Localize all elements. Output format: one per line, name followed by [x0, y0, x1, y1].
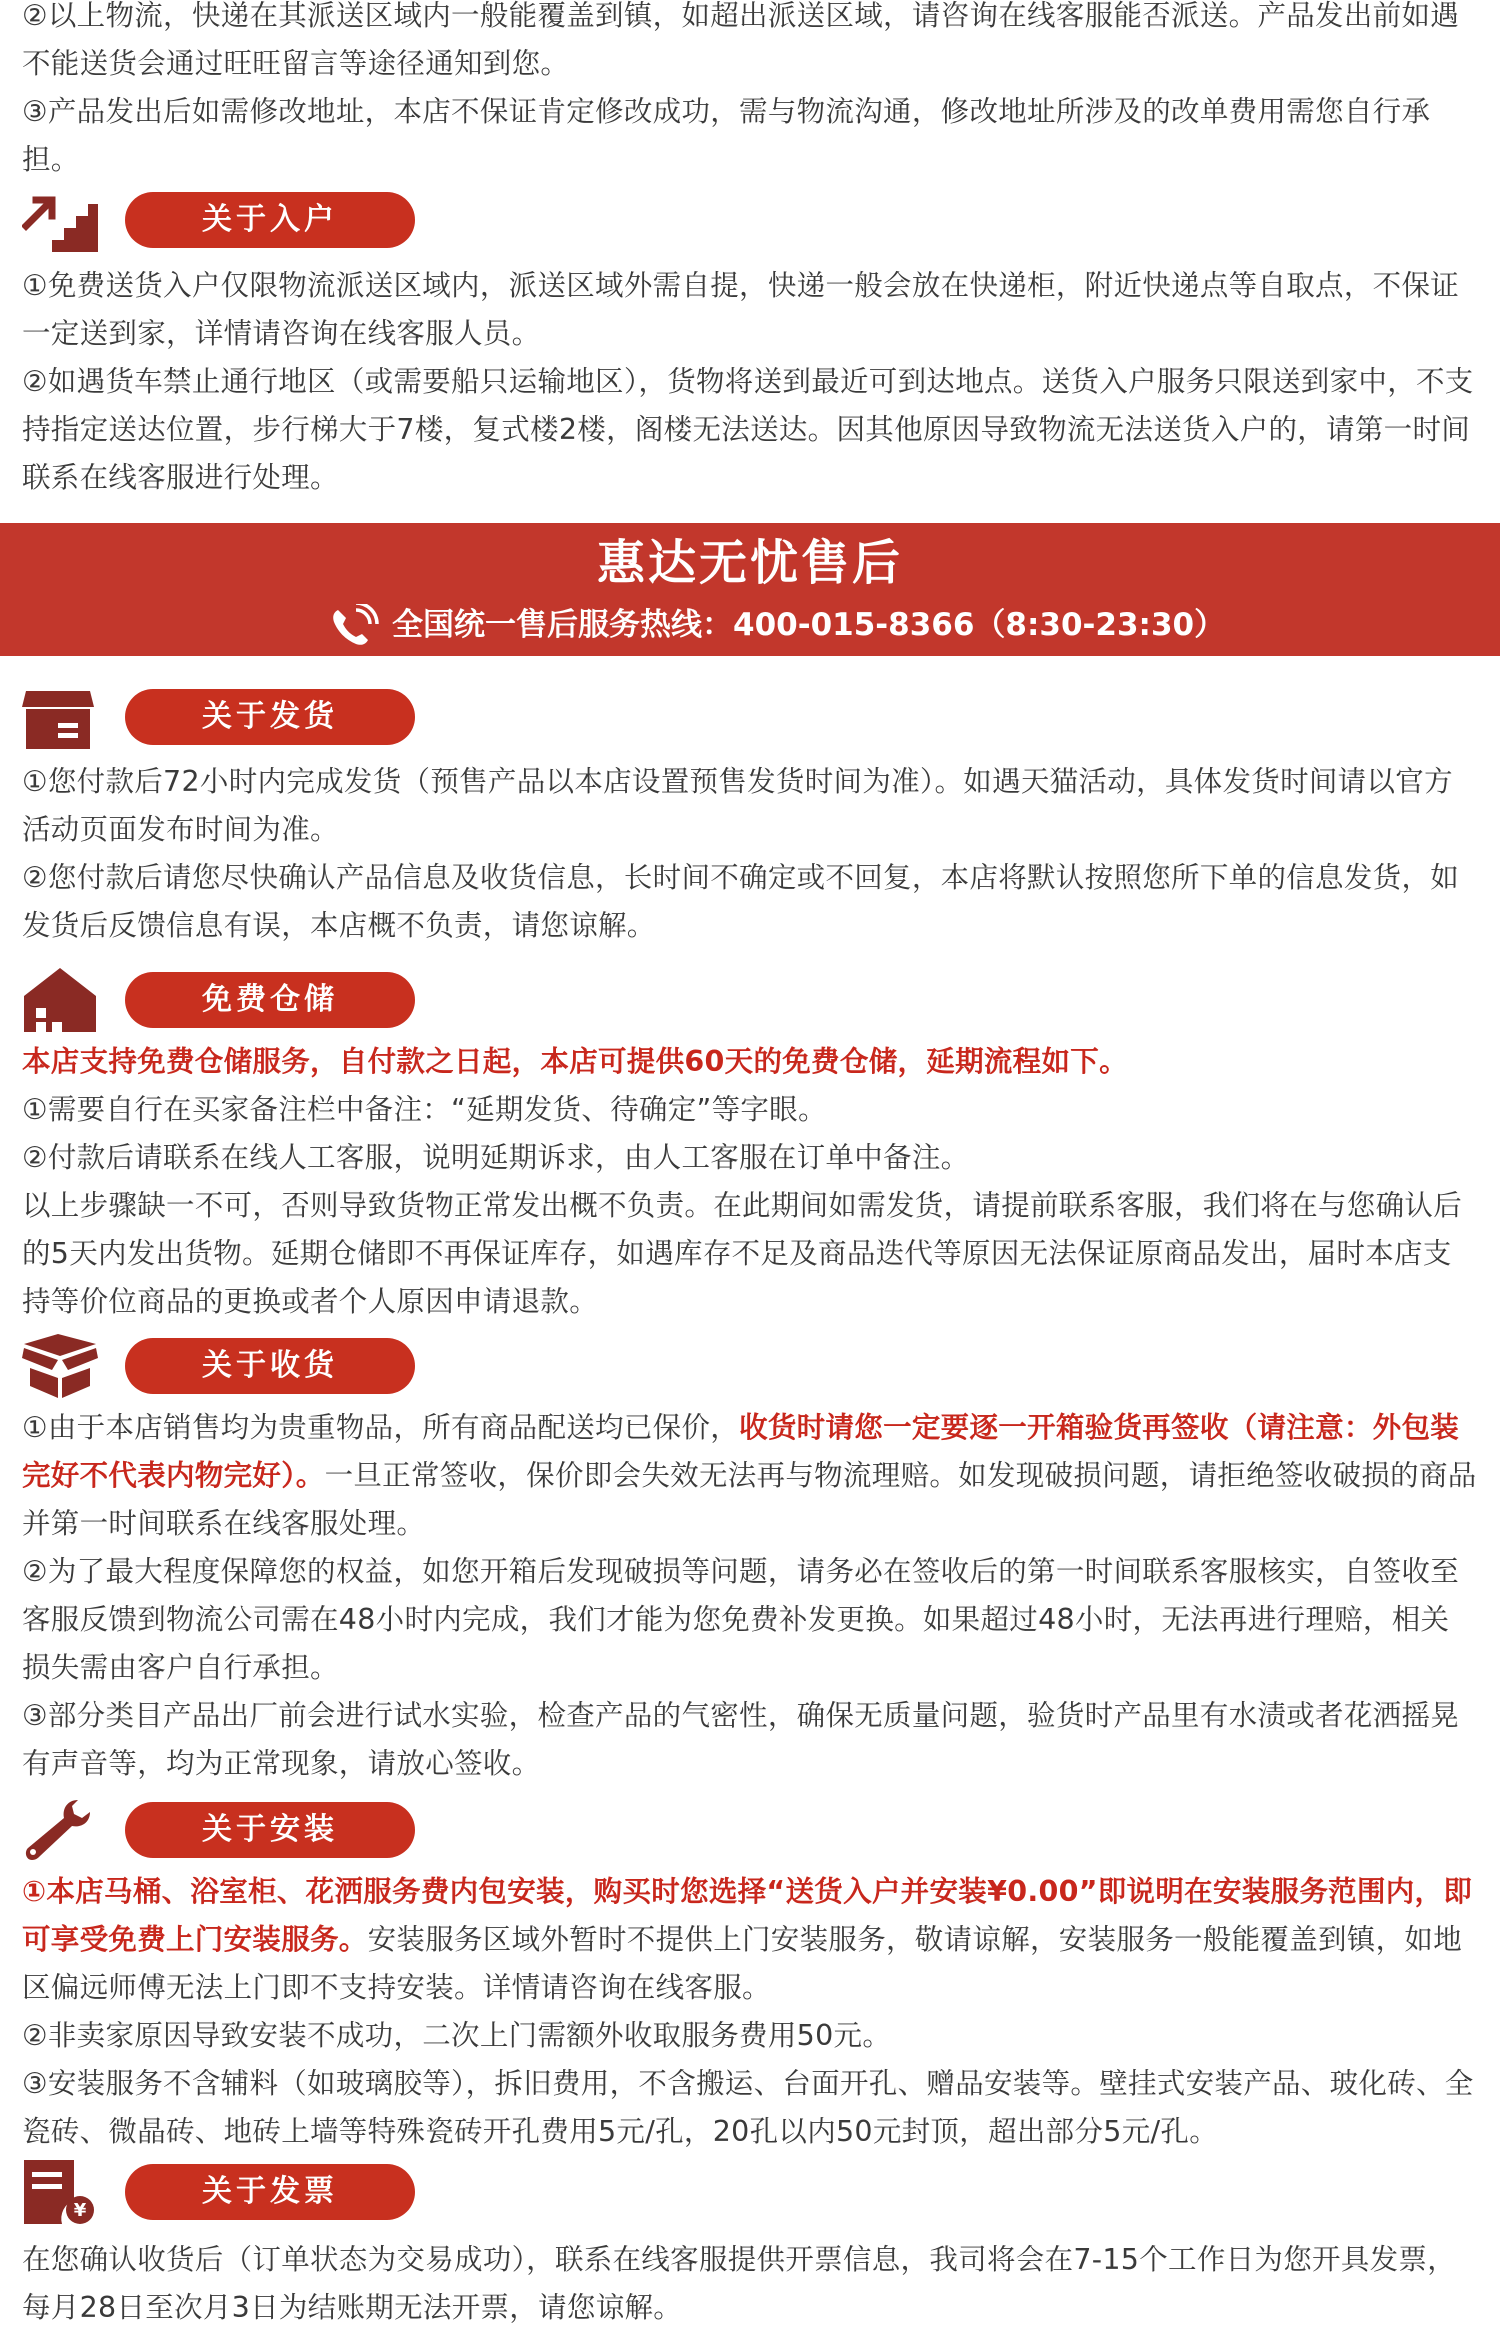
- install-note-2: ②非卖家原因导致安装不成功，二次上门需额外收取服务费用50元。: [22, 2019, 892, 2052]
- section-invoice-title: 关于发票: [125, 2164, 415, 2220]
- install-note-1: [22, 1868, 1477, 2012]
- section-install-header: [22, 1798, 442, 1862]
- open-box-icon: [22, 1334, 98, 1398]
- storage-highlight: 本店支持免费仓储服务，自付款之日起，本店可提供60天的免费仓储，延期流程如下。: [22, 1045, 1128, 1078]
- shipping-note-1: ①您付款后72小时内完成发货（预售产品以本店设置预售发货时间为准）。如遇天猫活动，具体发货时间请以官方活动页面发布时间为准。: [22, 765, 1453, 846]
- invoice-icon: [22, 2160, 98, 2224]
- receiving-note-1: [22, 1404, 1477, 1548]
- invoice-note: 在您确认收货后（订单状态为交易成功），联系在线客服提供开票信息，我司将会在7-15个工作日为您开具发票，每月28日至次月3日为结账期无法开票，请您谅解。: [22, 2243, 1457, 2324]
- hotline-text: 全国统一售后服务热线：400-015-8366（8:30-23:30）: [392, 607, 1226, 643]
- entry-note-2: ②如遇货车禁止通行地区（或需要船只运输地区），货物将送到最近可到达地点。送货入户服务只限送到家中，不支持指定送达位置，步行梯大于7楼，复式楼2楼，阁楼无法送达。因其他原因导致物流无法送货入户的，请第一时间联系在线客服进行处理。: [22, 365, 1474, 494]
- svg-text:¥: ¥: [73, 2200, 87, 2221]
- section-storage-header: [22, 968, 442, 1032]
- logistics-note-3: ③产品发出后如需修改地址，本店不保证肯定修改成功，需与物流沟通，修改地址所涉及的改单费用需您自行承担。: [22, 95, 1431, 176]
- wrench-icon: [22, 1798, 98, 1862]
- logistics-note-2: ②以上物流，快递在其派送区域内一般能覆盖到镇，如超出派送区域，请咨询在线客服能否派送。产品发出前如遇不能送货会通过旺旺留言等途径通知到您。: [22, 0, 1460, 80]
- section-entry-header: [22, 188, 442, 252]
- install-note-1-highlight: ①本店马桶、浴室柜、花洒服务费内包安装，购买时您选择“送货入户并安装¥0.00”即说明在安装服务范围内，即可享受免费上门安装服务。: [22, 1875, 1473, 1956]
- section-install-title: 关于安装: [125, 1802, 415, 1858]
- banner-title: 惠达无忧售后: [596, 535, 903, 591]
- receiving-note-2: ②为了最大程度保障您的权益，如您开箱后发现破损等问题，请务必在签收后的第一时间联系客服核实，自签收至客服反馈到物流公司需在48小时内完成，我们才能为您免费补发更换。如果超过48小时，无法再进行理赔，相关损失需由客户自行承担。: [22, 1555, 1460, 1684]
- receiving-note-1-b: 一旦正常签收，保价即会失效无法再与物流理赔。如发现破损问题，请拒绝签收破损的商品并第一时间联系在线客服处理。: [22, 1459, 1477, 1540]
- storage-step-2: ②付款后请联系在线人工客服，说明延期诉求，由人工客服在订单中备注。: [22, 1141, 970, 1174]
- receiving-note-1-a: ①由于本店销售均为贵重物品，所有商品配送均已保价，: [22, 1411, 740, 1444]
- storage-note: 以上步骤缺一不可，否则导致货物正常发出概不负责。在此期间如需发货，请提前联系客服，我们将在与您确认后的5天内发出货物。延期仓储即不再保证库存，如遇库存不足及商品迭代等原因无法保证原商品发出，届时本店支持等价位商品的更换或者个人原因申请退款。: [22, 1189, 1463, 1318]
- box-icon: [22, 685, 98, 749]
- section-storage-title: 免费仓储: [125, 972, 415, 1028]
- section-invoice-header: [22, 2160, 442, 2224]
- shipping-note-2: ②您付款后请您尽快确认产品信息及收货信息，长时间不确定或不回复，本店将默认按照您所下单的信息发货，如发货后反馈信息有误，本店概不负责，请您谅解。: [22, 861, 1460, 942]
- install-note-1-b: 安装服务区域外暂时不提供上门安装服务，敬请谅解，安装服务一般能覆盖到镇，如地区偏远师傅无法上门即不支持安装。详情请咨询在线客服。: [22, 1923, 1463, 2004]
- storage-step-1: ①需要自行在买家备注栏中备注：“延期发货、待确定”等字眼。: [22, 1093, 827, 1126]
- stairs-icon: [22, 188, 98, 252]
- section-shipping-header: [22, 685, 442, 749]
- warehouse-icon: [22, 968, 98, 1032]
- section-receiving-title: 关于收货: [125, 1338, 415, 1394]
- phone-icon: [330, 604, 382, 650]
- receiving-note-3: ③部分类目产品出厂前会进行试水实验，检查产品的气密性，确保无质量问题，验货时产品里有水渍或者花洒摇晃有声音等，均为正常现象，请放心签收。: [22, 1699, 1460, 1780]
- hotline: [330, 601, 1230, 649]
- after-sales-banner: [0, 523, 1500, 656]
- receiving-note-1-warning: 收货时请您一定要逐一开箱验货再签收（请注意：外包装完好不代表内物完好）。: [22, 1411, 1460, 1492]
- section-receiving-header: [22, 1334, 442, 1398]
- entry-note-1: ①免费送货入户仅限物流派送区域内，派送区域外需自提，快递一般会放在快递柜，附近快递点等自取点，不保证一定送到家，详情请咨询在线客服人员。: [22, 269, 1460, 350]
- section-shipping-title: 关于发货: [125, 689, 415, 745]
- install-note-3: ③安装服务不含辅料（如玻璃胶等），拆旧费用，不含搬运、台面开孔、赠品安装等。壁挂式安装产品、玻化砖、全瓷砖、微晶砖、地砖上墙等特殊瓷砖开孔费用5元/孔，20孔以内50元封顶，超出部分5元/孔。: [22, 2067, 1474, 2148]
- section-entry-title: 关于入户: [125, 192, 415, 248]
